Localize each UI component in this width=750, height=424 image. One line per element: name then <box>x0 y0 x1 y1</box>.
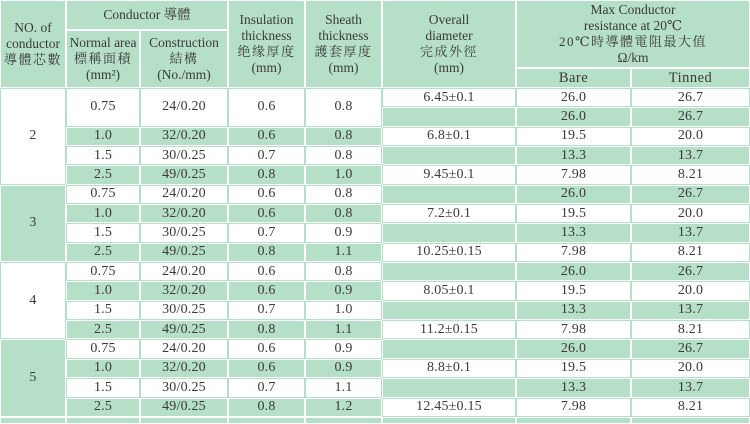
table-row <box>0 398 750 417</box>
construction-cell: 24/0.20 <box>140 339 228 358</box>
header-line: 绝缘厚度 <box>237 44 296 59</box>
area-cell: 1.5 <box>66 146 140 165</box>
header-line: Sheath <box>325 12 362 27</box>
strip-cell <box>382 417 516 424</box>
bare-resistance-cell: 7.98 <box>516 165 631 184</box>
diameter-cell <box>382 339 516 358</box>
header-line: thickness <box>318 28 369 43</box>
header-normal-area <box>66 30 140 88</box>
diameter-cell: 9.45±0.1 <box>382 165 516 184</box>
header-line: 20℃時導體電阻最大值 <box>558 34 708 49</box>
table-row <box>0 165 750 184</box>
diameter-cell <box>382 301 516 320</box>
header-line: Insulation <box>239 12 294 27</box>
insulation-cell: 0.6 <box>228 339 305 358</box>
tinned-resistance-cell: 13.7 <box>631 378 750 397</box>
sheath-cell: 1.1 <box>305 378 382 397</box>
construction-cell: 24/0.20 <box>140 185 228 204</box>
bare-resistance-cell: 7.98 <box>516 398 631 417</box>
sheath-cell: 0.8 <box>305 146 382 165</box>
strip-cell <box>631 417 750 424</box>
area-cell: 1.5 <box>66 378 140 397</box>
header-line: 完成外徑 <box>419 44 478 59</box>
header-line: thickness <box>241 28 292 43</box>
table-row <box>0 339 750 358</box>
strip-cell <box>516 417 631 424</box>
sheath-cell: 0.8 <box>305 204 382 223</box>
area-cell: 1.0 <box>66 204 140 223</box>
diameter-cell: 8.8±0.1 <box>382 359 516 378</box>
table-row <box>0 281 750 300</box>
area-cell: 1.5 <box>66 223 140 242</box>
bare-resistance-cell: 26.0 <box>516 262 631 281</box>
header-line: Conductor 導體 <box>103 7 191 22</box>
area-cell: 1.0 <box>66 127 140 146</box>
sheath-cell: 1.1 <box>305 243 382 262</box>
sheath-cell: 1.0 <box>305 165 382 184</box>
insulation-cell: 0.8 <box>228 243 305 262</box>
sheath-cell: 0.9 <box>305 223 382 242</box>
diameter-cell: 10.25±0.15 <box>382 243 516 262</box>
strip-cell <box>0 417 66 424</box>
tinned-resistance-cell: 20.0 <box>631 359 750 378</box>
diameter-cell: 12.45±0.15 <box>382 398 516 417</box>
tinned-resistance-cell: 8.21 <box>631 243 750 262</box>
bare-resistance-cell: 19.5 <box>516 204 631 223</box>
conductor-count-cell: 2 <box>0 88 66 185</box>
construction-cell: 49/0.25 <box>140 243 228 262</box>
header-no-of-conductor <box>0 0 66 88</box>
conductor-count-cell: 5 <box>0 339 66 416</box>
insulation-cell: 0.6 <box>228 88 305 127</box>
construction-cell: 24/0.20 <box>140 262 228 281</box>
header-line: resistance at 20℃ <box>583 18 683 33</box>
conductor-count-cell: 4 <box>0 262 66 339</box>
tinned-resistance-cell: 8.21 <box>631 165 750 184</box>
bare-resistance-cell: 13.3 <box>516 301 631 320</box>
construction-cell: 32/0.20 <box>140 281 228 300</box>
table-row <box>0 185 750 204</box>
diameter-cell <box>382 146 516 165</box>
tinned-resistance-cell: 26.7 <box>631 107 750 126</box>
bare-resistance-cell: 19.5 <box>516 281 631 300</box>
table-row <box>0 262 750 281</box>
table-row <box>0 359 750 378</box>
insulation-cell: 0.6 <box>228 262 305 281</box>
diameter-cell <box>382 107 516 126</box>
tinned-resistance-cell: 8.21 <box>631 398 750 417</box>
tinned-resistance-cell: 26.7 <box>631 262 750 281</box>
table-row <box>0 204 750 223</box>
bare-resistance-cell: 13.3 <box>516 223 631 242</box>
sheath-cell: 0.8 <box>305 127 382 146</box>
insulation-cell: 0.8 <box>228 398 305 417</box>
area-cell: 0.75 <box>66 88 140 127</box>
tinned-resistance-cell: 13.7 <box>631 301 750 320</box>
sheath-cell: 1.0 <box>305 301 382 320</box>
diameter-cell <box>382 262 516 281</box>
strip-cell <box>228 417 305 424</box>
sheath-cell: 0.8 <box>305 185 382 204</box>
strip-cell <box>140 417 228 424</box>
insulation-cell: 0.7 <box>228 301 305 320</box>
diameter-cell <box>382 378 516 397</box>
header-line: 導體芯數 <box>3 52 62 67</box>
diameter-cell: 7.2±0.1 <box>382 204 516 223</box>
area-cell: 0.75 <box>66 262 140 281</box>
sheath-cell: 0.8 <box>305 262 382 281</box>
construction-cell: 24/0.20 <box>140 88 228 127</box>
bottom-strip-row <box>0 417 750 424</box>
sheath-cell: 0.9 <box>305 339 382 358</box>
tinned-resistance-cell: 26.7 <box>631 185 750 204</box>
header-line: (No./mm) <box>157 67 211 82</box>
construction-cell: 49/0.25 <box>140 165 228 184</box>
area-cell: 2.5 <box>66 398 140 417</box>
diameter-cell: 6.45±0.1 <box>382 88 516 107</box>
construction-cell: 32/0.20 <box>140 359 228 378</box>
area-cell: 0.75 <box>66 339 140 358</box>
table-row <box>0 127 750 146</box>
header-line: NO. of <box>14 20 52 35</box>
insulation-cell: 0.7 <box>228 378 305 397</box>
header-line: (mm) <box>328 60 359 75</box>
header-line: (mm²) <box>85 67 121 82</box>
diameter-cell: 6.8±0.1 <box>382 127 516 146</box>
construction-cell: 30/0.25 <box>140 378 228 397</box>
area-cell: 1.0 <box>66 281 140 300</box>
insulation-cell: 0.6 <box>228 127 305 146</box>
diameter-cell: 8.05±0.1 <box>382 281 516 300</box>
header-construction <box>140 30 228 88</box>
construction-cell: 49/0.25 <box>140 320 228 339</box>
insulation-cell: 0.8 <box>228 165 305 184</box>
construction-cell: 32/0.20 <box>140 204 228 223</box>
header-line: conductor <box>6 36 60 51</box>
strip-cell <box>305 417 382 424</box>
construction-cell: 30/0.25 <box>140 223 228 242</box>
table-row <box>0 223 750 242</box>
tinned-resistance-cell: 20.0 <box>631 281 750 300</box>
header-sheath-thickness <box>305 0 382 88</box>
insulation-cell: 0.6 <box>228 185 305 204</box>
bare-resistance-cell: 13.3 <box>516 378 631 397</box>
area-cell: 1.5 <box>66 301 140 320</box>
header-line: Ω/km <box>617 50 649 65</box>
bare-resistance-cell: 19.5 <box>516 127 631 146</box>
insulation-cell: 0.7 <box>228 146 305 165</box>
area-cell: 1.0 <box>66 359 140 378</box>
bare-resistance-cell: 26.0 <box>516 88 631 107</box>
construction-cell: 30/0.25 <box>140 301 228 320</box>
header-line: 結構 <box>169 51 199 66</box>
header-max-resistance <box>516 0 750 68</box>
header-line: Max Conductor <box>590 2 676 17</box>
diameter-cell <box>382 185 516 204</box>
bare-resistance-cell: 19.5 <box>516 359 631 378</box>
tinned-resistance-cell: 13.7 <box>631 146 750 165</box>
area-cell: 2.5 <box>66 243 140 262</box>
table-row <box>0 88 750 107</box>
insulation-cell: 0.8 <box>228 320 305 339</box>
header-row-1 <box>0 0 750 30</box>
header-line: 標稱面積 <box>73 51 132 66</box>
construction-cell: 49/0.25 <box>140 398 228 417</box>
bare-resistance-cell: 26.0 <box>516 339 631 358</box>
construction-cell: 32/0.20 <box>140 127 228 146</box>
tinned-resistance-cell: 8.21 <box>631 320 750 339</box>
bare-resistance-cell: 7.98 <box>516 243 631 262</box>
header-conductor-group <box>66 0 228 30</box>
insulation-cell: 0.6 <box>228 281 305 300</box>
sheath-cell: 0.8 <box>305 88 382 127</box>
table-row <box>0 301 750 320</box>
bare-resistance-cell: 26.0 <box>516 107 631 126</box>
header-line: (mm) <box>434 60 464 75</box>
construction-cell: 30/0.25 <box>140 146 228 165</box>
tinned-resistance-cell: 26.7 <box>631 339 750 358</box>
table-row <box>0 320 750 339</box>
sheath-cell: 1.1 <box>305 320 382 339</box>
header-line: Construction <box>149 35 219 50</box>
bare-resistance-cell: 13.3 <box>516 146 631 165</box>
area-cell: 2.5 <box>66 320 140 339</box>
conductor-count-cell: 3 <box>0 185 66 262</box>
diameter-cell: 11.2±0.15 <box>382 320 516 339</box>
insulation-cell: 0.6 <box>228 204 305 223</box>
header-line: (mm) <box>251 60 282 75</box>
table-row <box>0 146 750 165</box>
tinned-resistance-cell: 13.7 <box>631 223 750 242</box>
area-cell: 2.5 <box>66 165 140 184</box>
header-insulation-thickness <box>228 0 305 88</box>
header-bare: Bare <box>516 68 631 88</box>
header-line: Overall <box>428 12 470 27</box>
header-line: 護套厚度 <box>314 44 373 59</box>
insulation-cell: 0.6 <box>228 359 305 378</box>
tinned-resistance-cell: 20.0 <box>631 204 750 223</box>
insulation-cell: 0.7 <box>228 223 305 242</box>
diameter-cell <box>382 223 516 242</box>
bare-resistance-cell: 7.98 <box>516 320 631 339</box>
sheath-cell: 1.2 <box>305 398 382 417</box>
area-cell: 0.75 <box>66 185 140 204</box>
tinned-resistance-cell: 26.7 <box>631 88 750 107</box>
sheath-cell: 0.9 <box>305 359 382 378</box>
tinned-resistance-cell: 20.0 <box>631 127 750 146</box>
table-row <box>0 243 750 262</box>
table-row <box>0 378 750 397</box>
header-line: diameter <box>425 28 473 43</box>
header-line: Normal area <box>69 35 137 50</box>
bare-resistance-cell: 26.0 <box>516 185 631 204</box>
header-overall-diameter <box>382 0 516 88</box>
header-tinned: Tinned <box>631 68 750 88</box>
sheath-cell: 0.9 <box>305 281 382 300</box>
strip-cell <box>66 417 140 424</box>
